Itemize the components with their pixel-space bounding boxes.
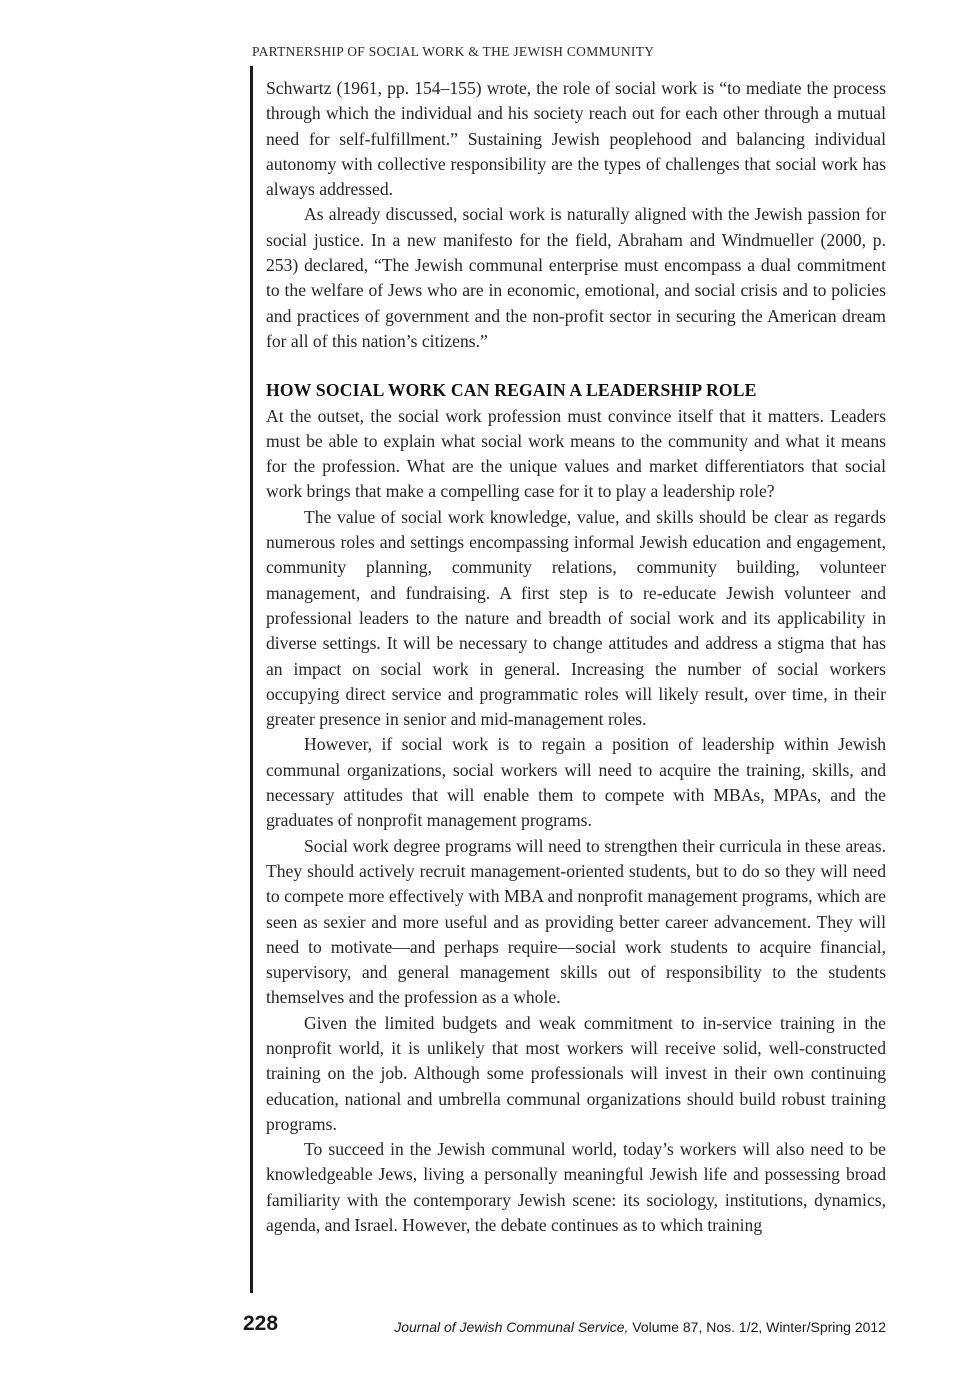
paragraph: To succeed in the Jewish communal world, today’s workers will also need to be knowledgeable Jews, living a personally meaningful Jewish life and possessing broad familiarity with the contemporary Jewish scene: its sociology, institutions, dynamics, agenda, and Israel. However, the debate continues as to which training xyxy=(266,1139,886,1236)
page-footer xyxy=(0,1312,960,1342)
paragraph: At the outset, the social work profession must convince itself that it matters. Leaders must be able to explain what social work means to the community and what it means for the profession. What are the unique values and market differentiators that social work brings that make a compelling case for it to play a leadership role? xyxy=(266,405,886,502)
body-column xyxy=(266,76,886,1238)
journal-citation xyxy=(394,1319,886,1335)
running-head: PARTNERSHIP OF SOCIAL WORK & THE JEWISH COMMUNITY xyxy=(252,44,655,59)
paragraph: The value of social work knowledge, value, and skills should be clear as regards numerous roles and settings encompassing informal Jewish education and engagement, community planning, community relations, community building, volunteer management, and fundraising. A first step is to re-educate Jewish volunteer and professional leaders to the nature and breadth of social work and its applicability in diverse settings. It will be necessary to change attitudes and address a stigma that has an impact on social work in general. Increasing the number of social workers occupying direct service and programmatic roles will likely result, over time, in their greater presence in senior and mid-management roles. xyxy=(266,506,886,730)
paragraph: Social work degree programs will need to strengthen their curricula in these areas. They should actively recruit management-oriented students, but to do so they will need to compete more effectively with MBA and nonprofit management programs, which are seen as sexier and more useful and as providing better career advancement. They will need to motivate—and perhaps require—social work students to acquire financial, supervisory, and general management skills out of responsibility to the students themselves and the profession as a whole. xyxy=(266,835,886,1008)
issue-info: Volume 87, Nos. 1/2, Winter/Spring 2012 xyxy=(628,1319,886,1335)
section-heading: HOW SOCIAL WORK CAN REGAIN A LEADERSHIP ROLE xyxy=(266,380,757,401)
page-number: 228 xyxy=(243,1312,279,1335)
paragraph: Schwartz (1961, pp. 154–155) wrote, the role of social work is “to mediate the process through which the individual and his society reach out for each other through a mutual need for self-fulfillment.” Sustaining Jewish peoplehood and balancing individual autonomy with collective responsibility are the types of challenges that social work has always addressed. xyxy=(266,78,886,200)
paragraph: However, if social work is to regain a position of leadership within Jewish communal organizations, social workers will need to acquire the training, skills, and necessary attitudes that will enable them to compete with MBAs, MPAs, and the graduates of nonprofit management programs. xyxy=(266,734,886,831)
paragraph: As already discussed, social work is naturally aligned with the Jewish passion for social justice. In a new manifesto for the field, Abraham and Windmueller (2000, p. 253) declared, “The Jewish communal enterprise must encompass a dual commitment to the welfare of Jews who are in economic, emotional, and social crisis and to policies and practices of government and the non-profit sector in securing the American dream for all of this nation’s citizens.” xyxy=(266,204,886,351)
margin-rule xyxy=(250,66,253,1293)
journal-title: Journal of Jewish Communal Service, xyxy=(394,1319,629,1335)
paragraph: Given the limited budgets and weak commitment to in-service training in the nonprofit world, it is unlikely that most workers will receive solid, well-constructed training on the job. Although some professionals will invest in their own continuing education, national and umbrella communal organizations should build robust training programs. xyxy=(266,1012,886,1134)
